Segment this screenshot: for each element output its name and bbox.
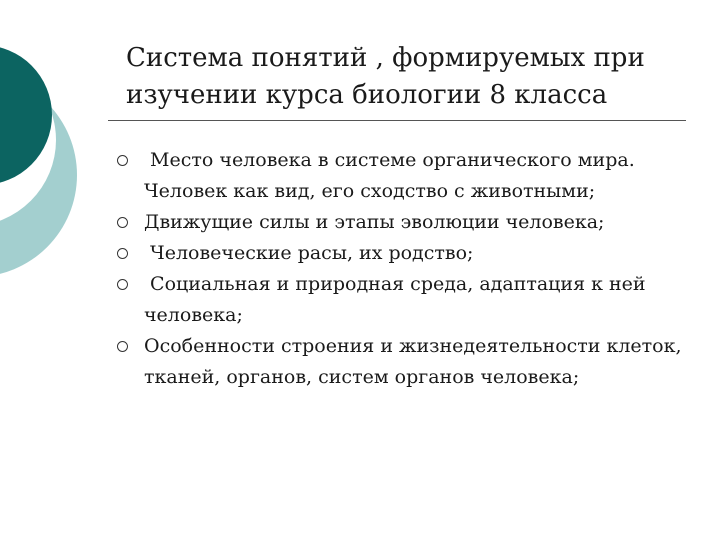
- slide-title: [126, 40, 696, 114]
- list-item: [110, 207, 695, 238]
- list-item: [110, 145, 695, 207]
- list-item-text: Место человека в системе органического мира. Человек как вид, его сходство с животными;: [144, 149, 641, 202]
- circle-bullet-icon: [110, 331, 134, 362]
- list-item-text: Социальная и природная среда, адаптация к ней человека;: [144, 273, 652, 326]
- list-item-text: Особенности строения и жизнедеятельности клеток, тканей, органов, систем органов человека;: [144, 335, 688, 388]
- decorative-circles: [0, 0, 110, 300]
- list-item: [110, 269, 695, 331]
- bullet-list: [110, 145, 695, 393]
- list-item-text: Движущие силы и этапы эволюции человека;: [144, 211, 605, 233]
- slide-title-line-1: Система понятий , формируемых при: [126, 43, 645, 73]
- list-item: [110, 331, 695, 393]
- circle-bullet-icon: [110, 207, 134, 238]
- list-item-text: Человеческие расы, их родство;: [144, 242, 474, 264]
- title-divider: [108, 120, 686, 121]
- circle-bullet-icon: [110, 238, 134, 269]
- slide-title-line-2: изучении курса биологии 8 класса: [126, 80, 608, 110]
- circle-bullet-icon: [110, 269, 134, 300]
- list-item: [110, 238, 695, 269]
- circle-bullet-icon: [110, 145, 134, 176]
